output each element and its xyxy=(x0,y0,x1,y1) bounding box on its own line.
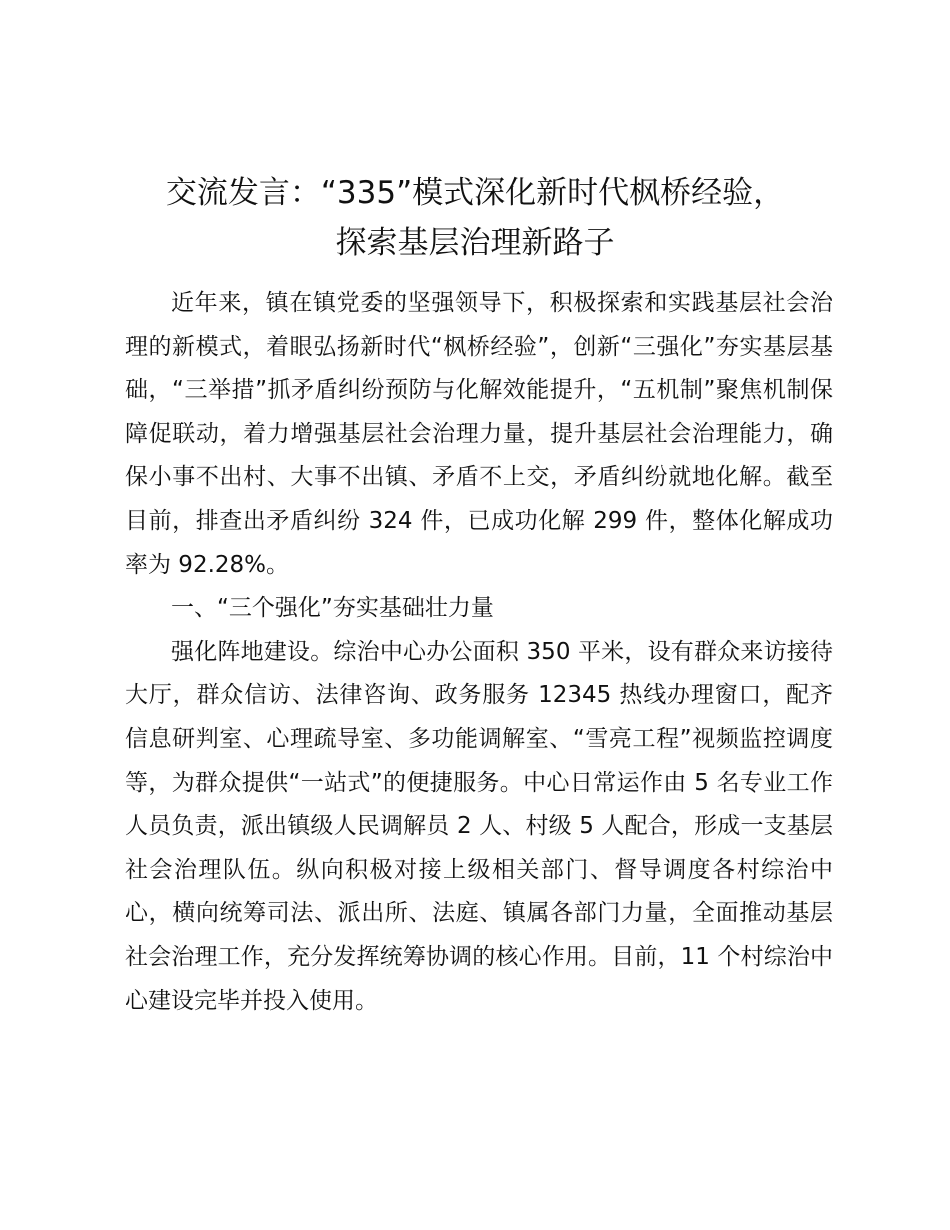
body-paragraph: 强化阵地建设。综治中心办公面积 350 平米，设有群众来访接待大厅，群众信访、法律咨询、政务服务 12345 热线办理窗口，配齐信息研判室、心理疏导室、多功能调解室、“雪亮工程”视频监控调度等，为群众提供“一站式”的便捷服务。中心日常运作由 5 名专业工作人员负责，派出镇级人民调解员 2 人、村级 5 人配合，形成一支基层社会治理队伍。纵向积极对接上级相关部门、督导调度各村综治中心，横向统筹司法、派出所、法庭、镇属各部门力量，全面推动基层社会治理工作，充分发挥统筹协调的核心作用。目前，11 个村综治中心建设完毕并投入使用。 xyxy=(125,638,833,1014)
intro-paragraph: 近年来，镇在镇党委的坚强领导下，积极探索和实践基层社会治理的新模式，着眼弘扬新时代“枫桥经验”，创新“三强化”夯实基层基础，“三举措”抓矛盾纠纷预防与化解效能提升，“五机制”聚焦机制保障促联动，着力增强基层社会治理力量，提升基层社会治理能力，确保小事不出村、大事不出镇、矛盾不上交，矛盾纠纷就地化解。截至目前，排查出矛盾纠纷 324 件，已成功化解 299 件，整体化解成功率为 92.28%。 xyxy=(125,290,833,578)
title-line-2: 探索基层治理新路子 xyxy=(335,225,615,261)
title-line-1: 交流发言：“335”模式深化新时代枫桥经验， xyxy=(165,175,785,211)
document-title xyxy=(120,168,830,268)
section-heading: 一、“三个强化”夯实基础壮力量 xyxy=(171,595,494,622)
document-body xyxy=(125,282,833,1023)
